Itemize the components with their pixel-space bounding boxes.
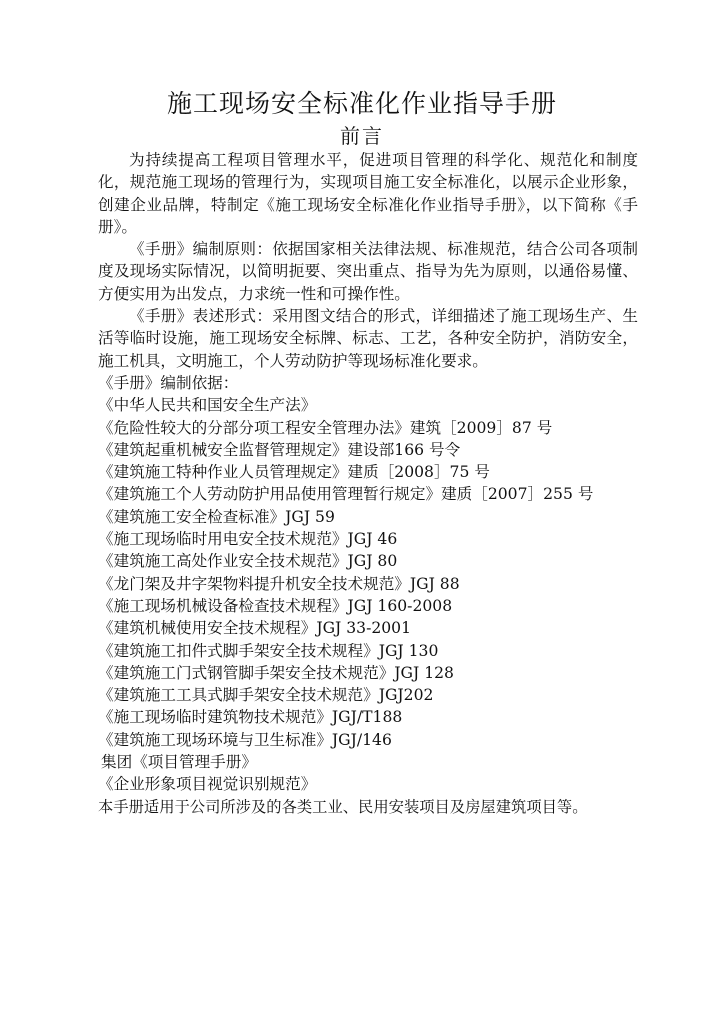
- document-subtitle: 前言: [340, 124, 384, 148]
- reference-item: 《建筑施工工具式脚手架安全技术规范》JGJ202: [98, 686, 434, 705]
- document-body: [98, 149, 638, 818]
- preface-paragraph: 《手册》编制原则：依据国家相关法律法规、标准规范，结合公司各项制度及现场实际情况，以简明扼要、突出重点、指导为先为原则，以通俗易懂、方便实用为出发点，力求统一性和可操作性。: [98, 240, 638, 303]
- closing-statement: 本手册适用于公司所涉及的各类工业、民用安装项目及房屋建筑项目等。: [98, 797, 588, 816]
- reference-item: 《施工现场机械设备检查技术规程》JGJ 160-2008: [98, 596, 453, 615]
- reference-item: 《建筑施工扣件式脚手架安全技术规程》JGJ 130: [98, 641, 439, 660]
- reference-item: 《建筑施工特种作业人员管理规定》建质［2008］75 号: [98, 463, 490, 482]
- basis-heading: 《手册》编制依据：: [98, 373, 239, 392]
- reference-item: 《建筑机械使用安全技术规程》JGJ 33-2001: [98, 619, 412, 638]
- reference-item: 《建筑施工高处作业安全技术规范》JGJ 80: [98, 552, 398, 571]
- reference-item: 集团《项目管理手册》: [101, 753, 257, 772]
- reference-item: 《建筑起重机械安全监督管理规定》建设部166 号令: [98, 440, 461, 459]
- document-title: 施工现场安全标准化作业指导手册: [166, 89, 557, 118]
- preface-paragraph: 为持续提高工程项目管理水平，促进项目管理的科学化、规范化和制度化，规范施工现场的管理行为，实现项目施工安全标准化，以展示企业形象，创建企业品牌，特制定《施工现场安全标准化作业指导手册》，以下简称《手册》。: [98, 151, 638, 236]
- reference-item: 《施工现场临时建筑物技术规范》JGJ/T188: [98, 708, 403, 727]
- reference-item: 《企业形象项目视觉识别规范》: [98, 775, 317, 794]
- reference-item: 《施工现场临时用电安全技术规范》JGJ 46: [98, 530, 398, 549]
- reference-item: 《建筑施工现场环境与卫生标准》JGJ/146: [98, 730, 392, 749]
- reference-item: 《建筑施工个人劳动防护用品使用管理暂行规定》建质［2007］255 号: [98, 485, 594, 504]
- reference-item: 《龙门架及井字架物料提升机安全技术规范》JGJ 88: [98, 574, 460, 593]
- preface-paragraph: 《手册》表述形式：采用图文结合的形式，详细描述了施工现场生产、生活等临时设施，施工现场安全标牌、标志、工艺，各种安全防护，消防安全，施工机具，文明施工，个人劳动防护等现场标准化要求。: [98, 307, 638, 370]
- reference-item: 《建筑施工安全检查标准》JGJ 59: [98, 507, 335, 526]
- reference-item: 《危险性较大的分部分项工程安全管理办法》建筑［2009］87 号: [98, 418, 553, 437]
- reference-item: 《中华人民共和国安全生产法》: [98, 396, 317, 415]
- reference-item: 《建筑施工门式钢管脚手架安全技术规范》JGJ 128: [98, 663, 454, 682]
